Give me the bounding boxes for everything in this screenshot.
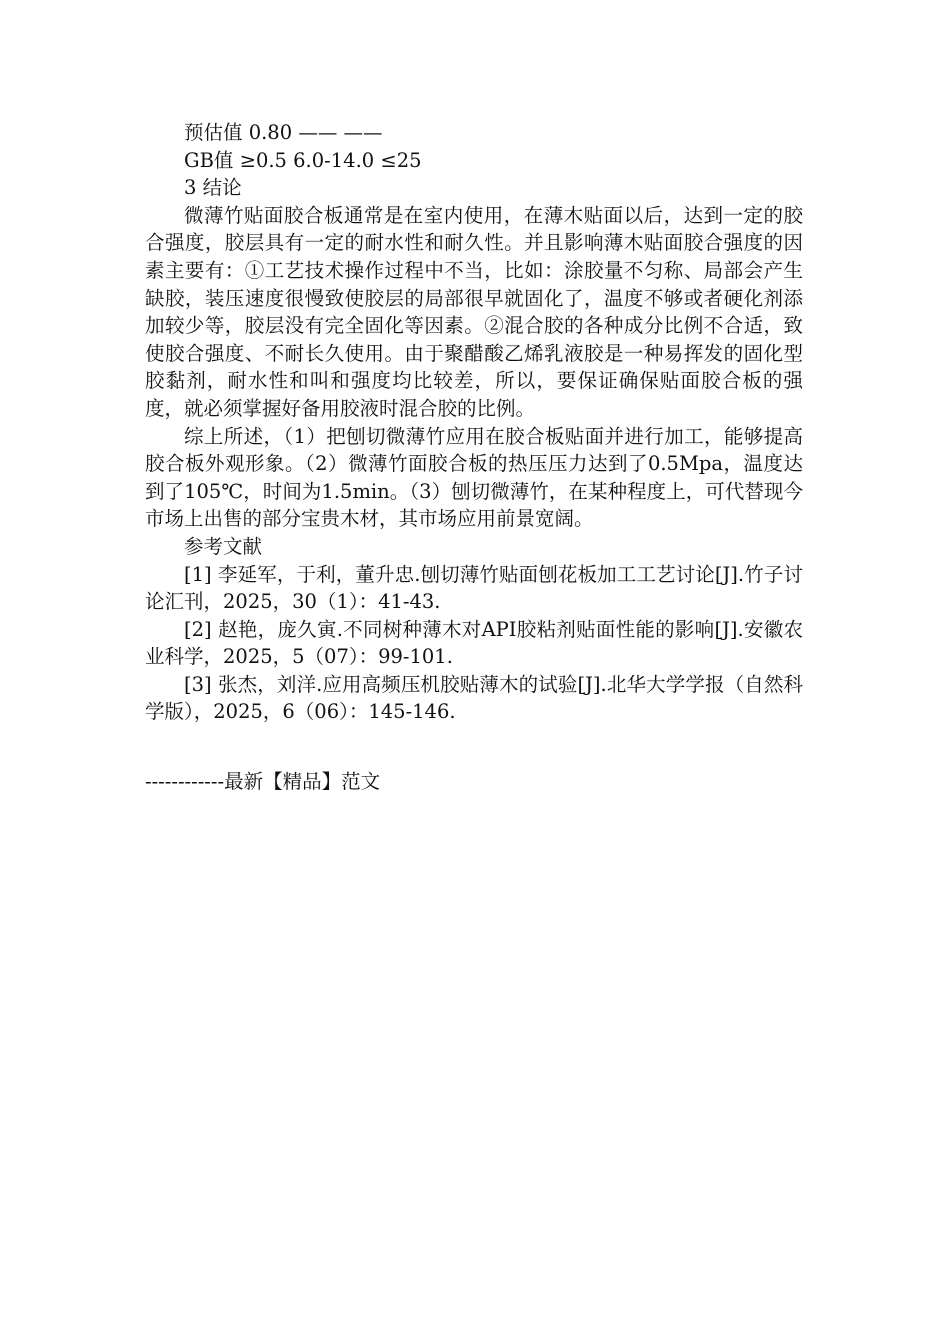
references-heading: 参考文献 xyxy=(184,534,263,558)
reference-item-3: [3] 张杰，刘洋.应用高频压机胶贴薄木的试验[J].北华大学学报（自然科学版），2025，6（06）：145-146. xyxy=(145,672,803,724)
paragraph-bonding-strength: 微薄竹贴面胶合板通常是在室内使用，在薄木贴面以后，达到一定的胶合强度，胶层具有一定的耐水性和耐久性。并且影响薄木贴面胶合强度的因素主要有：①工艺技术操作过程中不当，比如：涂胶量不匀称、局部会产生缺胶，装压速度很慢致使胶层的局部很早就固化了，温度不够或者硬化剂添加较少等，胶层没有完全固化等因素。②混合胶的各种成分比例不合适，致使胶合强度、不耐长久使用。由于聚醋酸乙烯乳液胶是一种易挥发的固化型胶黏剂，耐水性和叫和强度均比较差，所以，要保证确保贴面胶合板的强度，就必须掌握好备用胶液时混合胶的比例。 xyxy=(145,203,803,420)
section-heading-conclusion: 3 结论 xyxy=(184,176,242,200)
document-body xyxy=(145,119,803,726)
reference-item-1: [1] 李延军，于利，董升忠.刨切薄竹贴面刨花板加工工艺讨论[J].竹子讨论汇刊，2025，30（1）：41-43. xyxy=(145,562,803,614)
footer-banner: ------------最新【精品】范文 xyxy=(145,770,381,793)
table-row-estimate: 预估值 0.80 —— —— xyxy=(184,121,383,144)
table-row-gb-standard: GB值 ≥0.5 6.0-14.0 ≤25 xyxy=(184,148,422,172)
reference-item-2: [2] 赵艳，庞久寅.不同树种薄木对API胶粘剂贴面性能的影响[J].安徽农业科学，2025，5（07）：99-101. xyxy=(145,617,803,669)
paragraph-summary: 综上所述，（1）把刨切微薄竹应用在胶合板贴面并进行加工，能够提高胶合板外观形象。（2）微薄竹面胶合板的热压压力达到了0.5Mpa，温度达到了105℃，时间为1.5min。（3）刨切微薄竹，在某种程度上，可代替现今市场上出售的部分宝贵木材，其市场应用前景宽阔。 xyxy=(145,424,803,531)
